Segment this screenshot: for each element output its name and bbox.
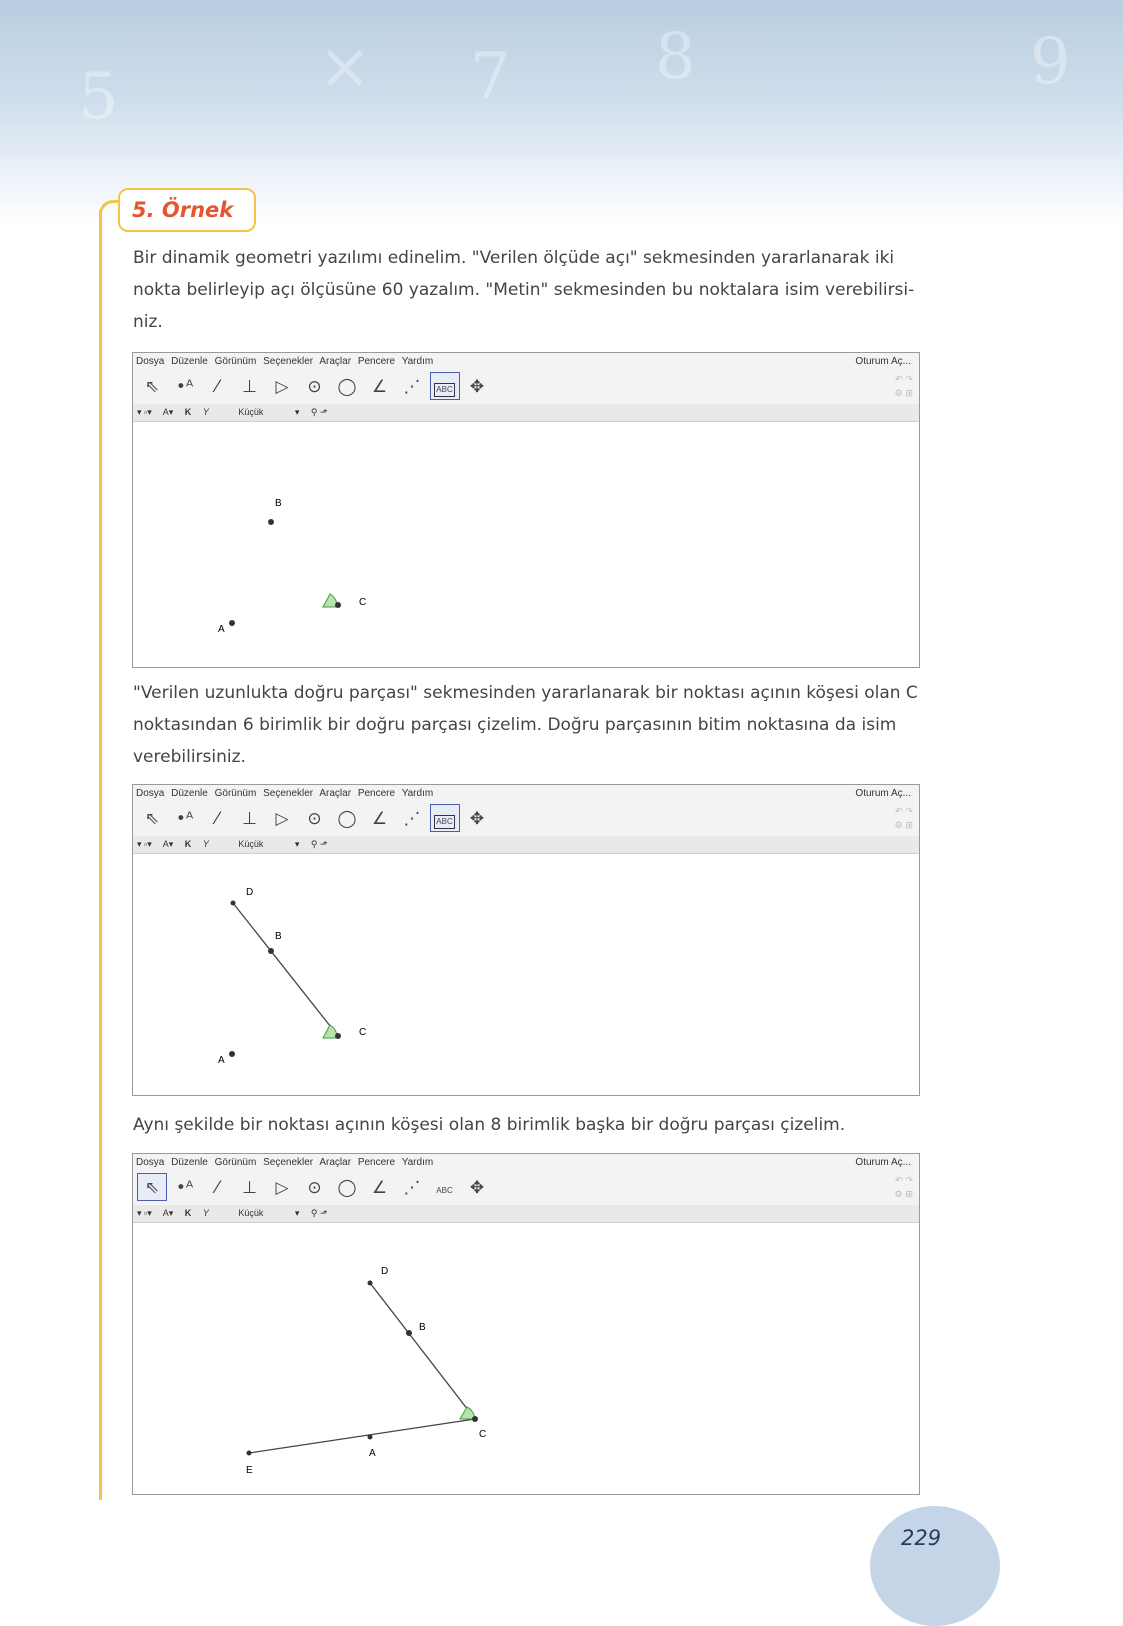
reflect-icon: ⋰ (403, 1178, 421, 1198)
triangle-icon: ▷ (275, 809, 289, 829)
menu-help[interactable]: Yardım (401, 356, 434, 367)
angle-tool-button[interactable] (365, 1173, 395, 1201)
move-view-tool-button[interactable] (462, 804, 492, 832)
style-toggle-icon[interactable]: ▾ ▫▾ (137, 407, 152, 417)
circle-tool-button[interactable] (300, 372, 330, 400)
angle-icon: ∠ (371, 377, 388, 397)
graphics-view[interactable] (133, 854, 919, 1095)
text-color-icon[interactable]: A▾ (162, 407, 174, 417)
menu-options[interactable]: Seçenekler (263, 356, 314, 367)
graphics-view[interactable] (133, 422, 919, 667)
menu-edit[interactable]: Düzenle (171, 788, 208, 799)
polygon-tool-button[interactable] (267, 1173, 297, 1201)
style-bar (133, 1205, 919, 1223)
label-d: D (246, 887, 254, 898)
label-b: B (275, 498, 282, 509)
italic-toggle[interactable]: Y (202, 407, 209, 417)
point-a (368, 1435, 373, 1440)
segment-icon: ⁄ (215, 809, 219, 829)
point-tool-button[interactable] (170, 372, 200, 400)
line-tool-button[interactable] (202, 372, 232, 400)
menu-edit[interactable]: Düzenle (171, 356, 208, 367)
point-c (472, 1416, 478, 1422)
properties-icon[interactable]: ⚲ ⬏ (310, 839, 328, 849)
label-a: A (218, 624, 225, 635)
point-b (268, 948, 274, 954)
paragraph-text: "Verilen uzunlukta doğru parçası" sekmesinden yararlanarak bir noktası açının köşesi olan C noktasından 6 birimlik bir doğru parçası çizelim. Doğru parçasının bitim noktasına da isim verebilirsiniz. (133, 683, 918, 767)
point-c (335, 602, 341, 608)
geogebra-window-1 (132, 352, 920, 668)
italic-toggle[interactable]: Y (202, 839, 209, 849)
circle-tool-button[interactable] (300, 1173, 330, 1201)
polygon-tool-button[interactable] (267, 804, 297, 832)
point-d (231, 901, 236, 906)
menu-window[interactable]: Pencere (357, 1157, 396, 1168)
triangle-icon: ▷ (275, 377, 289, 397)
circle-icon: ◯ (337, 1178, 357, 1198)
point-tool-button[interactable] (170, 804, 200, 832)
perpendicular-tool-button[interactable] (235, 1173, 265, 1201)
text-tool-icon: ABC (434, 383, 454, 397)
move-view-tool-button[interactable] (462, 372, 492, 400)
menu-tools[interactable]: Araçlar (319, 356, 352, 367)
label-e: E (246, 1465, 253, 1476)
text-tool-button[interactable] (430, 804, 460, 832)
circle-3pt-tool-button[interactable] (332, 804, 362, 832)
move-view-icon: ✥ (469, 1178, 485, 1198)
circle-icon: ◯ (337, 377, 357, 397)
point-tool-button[interactable] (170, 1173, 200, 1201)
cursor-arrow-icon: ⇖ (144, 809, 160, 829)
segment-tool-button[interactable] (202, 804, 232, 832)
text-color-icon[interactable]: A▾ (162, 1208, 174, 1218)
point-icon: •ᴬ (175, 377, 194, 397)
text-tool-icon: ABC (436, 1186, 453, 1195)
undo-redo-icons[interactable]: ↶ ↷ ⚙ ⊞ (894, 1176, 913, 1200)
angle-icon: ∠ (371, 1178, 388, 1198)
menu-file[interactable]: Dosya (136, 1157, 165, 1168)
menu-bar (133, 785, 919, 802)
angle-tool-button[interactable] (365, 372, 395, 400)
label-b: B (419, 1322, 426, 1333)
paragraph-1 (133, 242, 918, 338)
angle-marker (323, 594, 337, 607)
label-c: C (359, 597, 367, 608)
point-a (229, 620, 235, 626)
paragraph-3 (133, 1109, 918, 1141)
move-view-tool-button[interactable] (462, 1173, 492, 1201)
circle-center-icon: ⊙ (307, 1178, 322, 1198)
menu-view[interactable]: Görünüm (214, 788, 257, 799)
perpendicular-icon: ⊥ (242, 377, 257, 397)
bold-toggle[interactable]: K (184, 407, 192, 417)
menu-window[interactable]: Pencere (357, 788, 396, 799)
label-a: A (218, 1055, 225, 1066)
point-a (229, 1051, 235, 1057)
toolbar (133, 370, 919, 404)
polygon-tool-button[interactable] (267, 372, 297, 400)
cursor-arrow-icon: ⇖ (144, 1178, 160, 1198)
perpendicular-tool-button[interactable] (235, 372, 265, 400)
point-b (268, 519, 274, 525)
decor-number: 8 (655, 20, 696, 94)
menu-window[interactable]: Pencere (357, 356, 396, 367)
reflect-icon: ⋰ (403, 377, 421, 397)
text-tool-icon: ABC (434, 815, 454, 829)
point-icon: •ᴬ (175, 1178, 194, 1198)
decor-number: 9 (1030, 25, 1071, 99)
geogebra-window-3 (132, 1153, 920, 1495)
font-size-select[interactable]: Küçük (238, 1208, 264, 1218)
menu-view[interactable]: Görünüm (214, 356, 257, 367)
triangle-icon: ▷ (275, 1178, 289, 1198)
style-toggle-icon[interactable]: ▾ ▫▾ (137, 1208, 152, 1218)
move-tool-button[interactable] (137, 372, 167, 400)
label-d: D (381, 1266, 389, 1277)
menu-bar (133, 353, 919, 370)
menu-options[interactable]: Seçenekler (263, 788, 314, 799)
geometry-drawing (133, 422, 919, 667)
italic-toggle[interactable]: Y (202, 1208, 209, 1218)
page-number-badge (870, 1506, 1000, 1626)
geometry-drawing (133, 854, 919, 1095)
menu-tools[interactable]: Araçlar (319, 1157, 352, 1168)
menu-file[interactable]: Dosya (136, 788, 165, 799)
menu-file[interactable]: Dosya (136, 356, 165, 367)
move-tool-button[interactable] (137, 804, 167, 832)
segment-ce (249, 1419, 475, 1453)
menu-options[interactable]: Seçenekler (263, 1157, 314, 1168)
segment-icon: ⁄ (215, 1178, 219, 1198)
toolbar (133, 1171, 919, 1205)
decor-number: 5 (78, 60, 119, 134)
point-b (406, 1330, 412, 1336)
menu-edit[interactable]: Düzenle (171, 1157, 208, 1168)
label-a: A (369, 1448, 376, 1459)
menu-view[interactable]: Görünüm (214, 1157, 257, 1168)
text-tool-button[interactable] (430, 372, 460, 400)
style-toggle-icon[interactable]: ▾ ▫▾ (137, 839, 152, 849)
decor-number: 7 (470, 40, 511, 114)
perpendicular-icon: ⊥ (242, 1178, 257, 1198)
bold-toggle[interactable]: K (184, 1208, 192, 1218)
label-b: B (275, 931, 282, 942)
menu-help[interactable]: Yardım (401, 1157, 434, 1168)
segment-tool-button[interactable] (202, 1173, 232, 1201)
toolbar (133, 802, 919, 836)
menu-bar (133, 1154, 919, 1171)
geometry-drawing (133, 1223, 919, 1494)
reflect-tool-button[interactable] (397, 1173, 427, 1201)
style-bar (133, 836, 919, 854)
circle-tool-button[interactable] (300, 804, 330, 832)
page-number: 229 (901, 1526, 942, 1550)
cursor-arrow-icon: ⇖ (144, 377, 160, 397)
menu-tools[interactable]: Araçlar (319, 788, 352, 799)
paragraph-2 (133, 677, 918, 773)
text-tool-button[interactable] (430, 1173, 460, 1201)
point-c (335, 1033, 341, 1039)
angle-tool-button[interactable] (365, 804, 395, 832)
text-color-icon[interactable]: A▾ (162, 839, 174, 849)
point-d (368, 1281, 373, 1286)
perpendicular-icon: ⊥ (242, 809, 257, 829)
circle-center-icon: ⊙ (307, 377, 322, 397)
font-size-select[interactable]: Küçük (238, 407, 264, 417)
move-tool-button[interactable] (137, 1173, 167, 1201)
undo-redo-icons[interactable]: ↶ ↷ ⚙ ⊞ (894, 807, 913, 831)
style-bar (133, 404, 919, 422)
line-icon: ⁄ (215, 377, 219, 397)
angle-marker (323, 1025, 337, 1038)
dropdown-chevron-icon[interactable]: ▾ (294, 1208, 300, 1218)
example-badge: 5. Örnek (118, 188, 256, 232)
properties-icon[interactable]: ⚲ ⬏ (310, 1208, 328, 1218)
reflect-tool-button[interactable] (397, 804, 427, 832)
graphics-view[interactable] (133, 1223, 919, 1494)
circle-center-icon: ⊙ (307, 809, 322, 829)
label-c: C (479, 1429, 487, 1440)
move-view-icon: ✥ (469, 809, 485, 829)
point-e (247, 1451, 252, 1456)
segment-cd (370, 1283, 475, 1419)
geogebra-window-2 (132, 784, 920, 1096)
reflect-icon: ⋰ (403, 809, 421, 829)
paragraph-text: Aynı şekilde bir noktası açının köşesi olan 8 birimlik başka bir doğru parçası çizelim. (133, 1115, 846, 1135)
label-c: C (359, 1027, 367, 1038)
paragraph-text: Bir dinamik geometri yazılımı edinelim. "Verilen ölçüde açı" sekmesinden yararlanarak iki nokta belirleyip açı ölçüsüne 60 yazalım. "Metin" sekmesinden bu noktalara isim verebilirsi-niz. (133, 248, 915, 332)
circle-3pt-tool-button[interactable] (332, 1173, 362, 1201)
menu-help[interactable]: Yardım (401, 788, 434, 799)
font-size-select[interactable]: Küçük (238, 839, 264, 849)
segment-cd (233, 903, 338, 1036)
sign-in-link[interactable]: Oturum Aç... (855, 788, 911, 799)
sign-in-link[interactable]: Oturum Aç... (855, 356, 911, 367)
decor-symbol: × (318, 30, 372, 104)
dropdown-chevron-icon[interactable]: ▾ (294, 407, 300, 417)
properties-icon[interactable]: ⚲ ⬏ (310, 407, 328, 417)
point-icon: •ᴬ (175, 809, 194, 829)
reflect-tool-button[interactable] (397, 372, 427, 400)
angle-icon: ∠ (371, 809, 388, 829)
example-side-rule (99, 210, 102, 1500)
bold-toggle[interactable]: K (184, 839, 192, 849)
dropdown-chevron-icon[interactable]: ▾ (294, 839, 300, 849)
undo-redo-icons[interactable]: ↶ ↷ ⚙ ⊞ (894, 375, 913, 399)
circle-3pt-tool-button[interactable] (332, 372, 362, 400)
circle-icon: ◯ (337, 809, 357, 829)
move-view-icon: ✥ (469, 377, 485, 397)
sign-in-link[interactable]: Oturum Aç... (855, 1157, 911, 1168)
perpendicular-tool-button[interactable] (235, 804, 265, 832)
